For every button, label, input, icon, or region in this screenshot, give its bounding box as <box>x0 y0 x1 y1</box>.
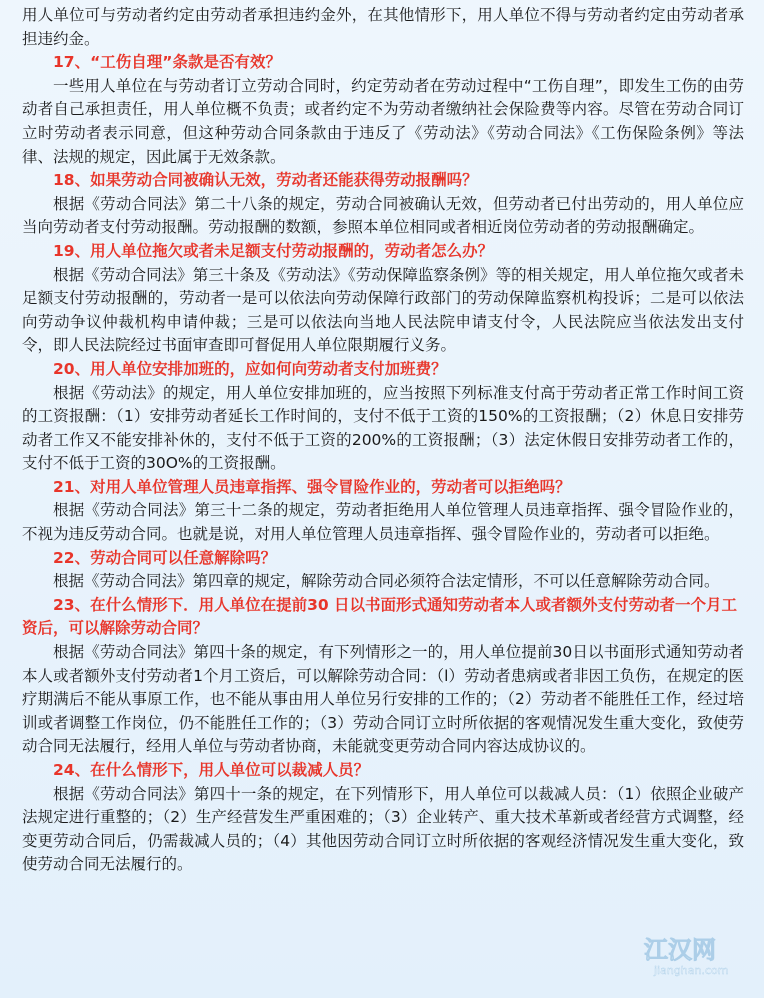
watermark-text: 江汉网 <box>644 936 716 964</box>
question-23: 23、在什么情形下．用人单位在提前30 日以书面形式通知劳动者本人或者额外支付劳动者一个月工资后，可以解除劳动合同？ <box>22 595 738 638</box>
watermark-url: jianghan.com <box>654 964 729 977</box>
answer-22: 根据《劳动合同法》第四章的规定，解除劳动合同必须符合法定情形，不可以任意解除劳动合同。 <box>53 572 720 591</box>
question-20: 20、用人单位安排加班的，应如何向劳动者支付加班费？ <box>53 359 447 378</box>
question-17: 17、“工伤自理”条款是否有效？ <box>53 53 281 72</box>
question-18: 18、如果劳动合同被确认无效，劳动者还能获得劳动报酬吗？ <box>53 171 478 190</box>
question-22: 22、劳动合同可以任意解除吗？ <box>53 548 277 567</box>
answer-18: 根据《劳动合同法》第二十八条的规定，劳动合同被确认无效，但劳动者已付出劳动的，用人单位应当向劳动者支付劳动报酬。劳动报酬的数额，参照本单位相同或者相近岗位劳动者的劳动报酬确定。 <box>22 194 744 237</box>
document-page <box>22 4 744 877</box>
site-watermark-logo <box>584 932 754 980</box>
answer-23: 根据《劳动合同法》第四十条的规定，有下列情形之一的，用人单位提前30日以书面形式通知劳动者本人或者额外支付劳动者1个月工资后，可以解除劳动合同：（l）劳动者患病或者非因工负伤，在规定的医疗期满后不能从事原工作，也不能从事由用人单位另行安排的工作的；（2）劳动者不能胜任工作，经过培训或者调整工作岗位，仍不能胜任工作的；（3）劳动合同订立时所依据的客观情况发生重大变化，致使劳动合同无法履行，经用人单位与劳动者协商，未能就变更劳动合同内容达成协议的。 <box>22 643 744 756</box>
paragraph-0: 用人单位可与劳动者约定由劳动者承担违约金外，在其他情形下，用人单位不得与劳动者约定由劳动者承担违约金。 <box>22 6 744 48</box>
answer-19: 根据《劳动合同法》第三十条及《劳动法》《劳动保障监察条例》等的相关规定，用人单位拖欠或者未足额支付劳动报酬的，劳动者一是可以依法向劳动保障行政部门的劳动保障监察机构投诉；二是可以依法向劳动争议仲裁机构申请仲裁；三是可以依法向当地人民法院申请支付令，人民法院应当依法发出支付令，即人民法院经过书面审查即可督促用人单位限期履行义务。 <box>22 265 744 355</box>
answer-24: 根据《劳动合同法》第四十一条的规定，在下列情形下，用人单位可以裁减人员：（1）依照企业破产法规定进行重整的；（2）生产经营发生严重困难的；（3）企业转产、重大技术革新或者经营方式调整，经变更劳动合同后，仍需裁减人员的；（4）其他因劳动合同订立时所依据的客观经济情况发生重大变化，致使劳动合同无法履行的。 <box>22 784 744 874</box>
answer-17: 一些用人单位在与劳动者订立劳动合同时，约定劳动者在劳动过程中“工伤自理”，即发生工伤的由劳动者自己承担责任，用人单位概不负责；或者约定不为劳动者缴纳社会保险费等内容。尽管在劳动合同订立时劳动者表示同意，但这种劳动合同条款由于违反了《劳动法》《劳动合同法》《工伤保险条例》等法律、法规的规定，因此属于无效条款。 <box>22 76 744 166</box>
answer-20: 根据《劳动法》的规定，用人单位安排加班的，应当按照下列标准支付高于劳动者正常工作时间工资的工资报酬：（1）安排劳动者延长工作时间的，支付不低于工资的150%的工资报酬；（2）休息日安排劳动者工作又不能安排补休的，支付不低于工资的200%的工资报酬；（3）法定休假日安排劳动者工作的，支付不低于工资的30O%的工资报酬。 <box>22 383 744 473</box>
question-24: 24、在什么情形下，用人单位可以裁减人员？ <box>53 761 370 779</box>
question-19: 19、用人单位拖欠或者未足额支付劳动报酬的，劳动者怎么办？ <box>53 241 494 260</box>
answer-21: 根据《劳动合同法》第三十二条的规定，劳动者拒绝用人单位管理人员违章指挥、强令冒险作业的，不视为违反劳动合同。也就是说，对用人单位管理人员违章指挥、强令冒险作业的，劳动者可以拒绝。 <box>22 501 744 544</box>
question-21: 21、对用人单位管理人员违章指挥、强令冒险作业的，劳动者可以拒绝吗？ <box>53 477 571 496</box>
